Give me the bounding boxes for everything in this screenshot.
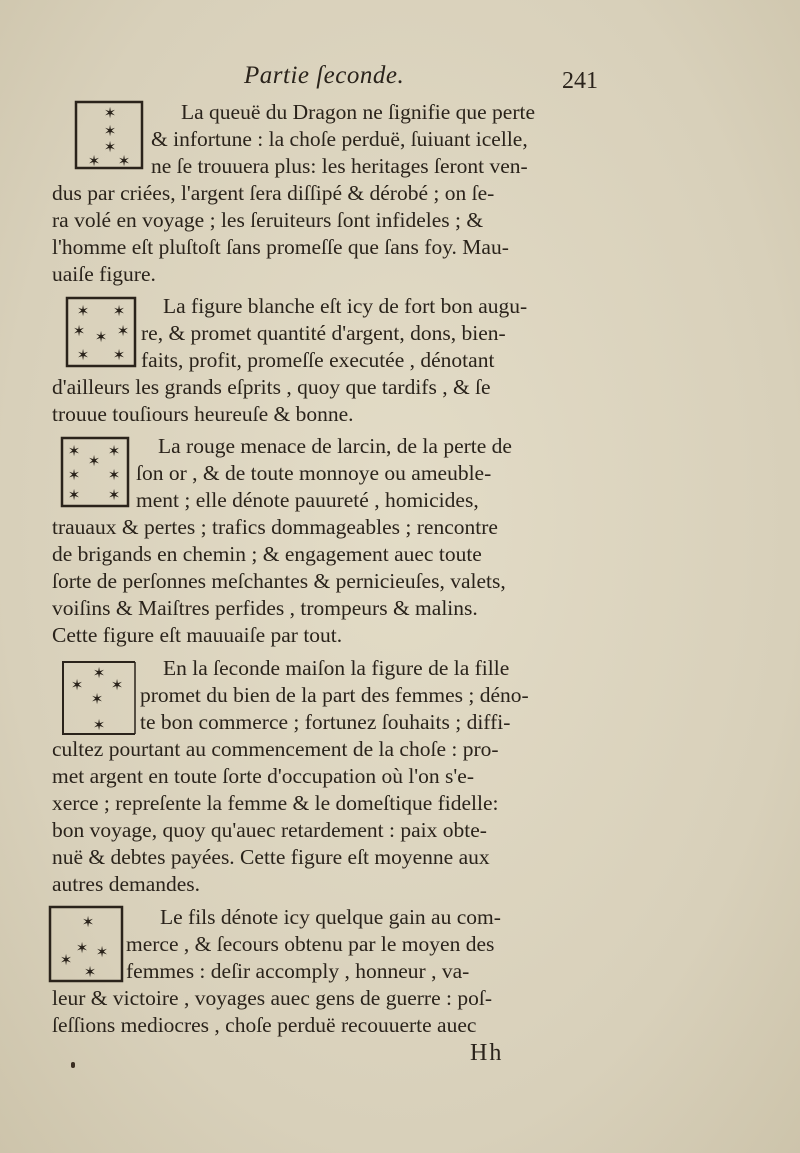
star-icon: ✶ xyxy=(59,951,73,969)
text-line: cultez pourtant au commencement de la choſe : pro- xyxy=(52,737,499,761)
text-line: nuë & debtes payées. Cette figure eſt moyenne aux xyxy=(52,845,490,869)
star-icon: ✶ xyxy=(107,442,121,460)
text-line: te bon commerce ; fortunez ſouhaits ; diffi- xyxy=(140,710,511,734)
text-line: La rouge menace de larcin, de la perte de xyxy=(158,434,512,458)
text-line: ra volé en voyage ; les ſeruiteurs ſont infideles ; & xyxy=(52,208,484,232)
star-icon: ✶ xyxy=(83,963,97,981)
page-header xyxy=(0,62,800,98)
text-line: voiſins & Maiſtres perfides , trompeurs & malins. xyxy=(52,596,478,620)
text-line: ment ; elle dénote pauureté , homicides, xyxy=(136,488,479,512)
star-icon: ✶ xyxy=(87,452,101,470)
text-line: En la ſeconde maiſon la figure de la fille xyxy=(163,656,510,680)
text-line: de brigands en chemin ; & engagement auec toute xyxy=(52,542,482,566)
star-icon: ✶ xyxy=(92,664,106,682)
star-icon: ✶ xyxy=(72,322,86,340)
star-icon: ✶ xyxy=(103,104,117,122)
running-title: Partie ſeconde. xyxy=(244,62,405,89)
text-line: femmes : deſir accomply , honneur , va- xyxy=(126,959,470,983)
star-icon: ✶ xyxy=(110,676,124,694)
star-icon: ✶ xyxy=(112,302,126,320)
star-icon: ✶ xyxy=(87,152,101,170)
signature-mark: Hh xyxy=(470,1040,504,1066)
star-icon: ✶ xyxy=(76,302,90,320)
text-line: dus par criées, l'argent ſera diſſipé & dérobé ; on ſe- xyxy=(52,181,495,205)
star-icon: ✶ xyxy=(92,716,106,734)
star-icon: ✶ xyxy=(70,676,84,694)
text-line: promet du bien de la part des femmes ; déno- xyxy=(140,683,529,707)
text-line: met argent en toute ſorte d'occupation où l'on s'e- xyxy=(52,764,474,788)
text-line: merce , & ſecours obtenu par le moyen des xyxy=(126,932,495,956)
text-line: trouue touſiours heureuſe & bonne. xyxy=(52,402,354,426)
star-icon: ✶ xyxy=(103,138,117,156)
text-line: faits, profit, promeſſe executée , dénotant xyxy=(141,348,495,372)
text-line: d'ailleurs les grands eſprits , quoy que tardifs , & ſe xyxy=(52,375,491,399)
geomantic-figure-puella xyxy=(59,658,139,738)
star-icon: ✶ xyxy=(67,442,81,460)
text-line: l'homme eſt pluſtoſt ſans promeſſe que ſans foy. Mau- xyxy=(52,235,509,259)
star-icon: ✶ xyxy=(76,346,90,364)
text-line: & infortune : la choſe perduë, ſuiuant icelle, xyxy=(151,127,528,151)
ink-speck xyxy=(71,1062,75,1068)
geomantic-figure-albus xyxy=(65,296,139,370)
text-line: Cette figure eſt mauuaiſe par tout. xyxy=(52,623,343,647)
star-icon: ✶ xyxy=(107,486,121,504)
text-line: ſon or , & de toute monnoye ou ameuble- xyxy=(136,461,492,485)
text-line: autres demandes. xyxy=(52,872,201,896)
star-icon: ✶ xyxy=(67,466,81,484)
star-icon: ✶ xyxy=(116,322,130,340)
text-line: bon voyage, quoy qu'auec retardement : paix obte- xyxy=(52,818,487,842)
text-line: Le fils dénote icy quelque gain au com- xyxy=(160,905,501,929)
geomantic-figure-cauda-draconis xyxy=(74,100,146,172)
star-icon: ✶ xyxy=(95,943,109,961)
text-line: xerce ; repreſente la femme & le domeſtique fidelle: xyxy=(52,791,499,815)
text-line: trauaux & pertes ; trafics dommageables ; rencontre xyxy=(52,515,498,539)
page-number: 241 xyxy=(562,68,598,94)
text-line: leur & victoire , voyages auec gens de guerre : poſ- xyxy=(52,986,492,1010)
text-line: ſeſſions mediocres , choſe perduë recouuerte auec xyxy=(52,1013,477,1037)
star-icon: ✶ xyxy=(75,939,89,957)
text-line: La queuë du Dragon ne ſignifie que perte xyxy=(181,100,536,124)
star-icon: ✶ xyxy=(81,913,95,931)
star-icon: ✶ xyxy=(94,328,108,346)
text-line: uaiſe figure. xyxy=(52,262,156,286)
geomantic-figure-puer xyxy=(48,905,126,985)
text-line: ne ſe trouuera plus: les heritages ſeront ven- xyxy=(151,154,528,178)
text-line: re, & promet quantité d'argent, dons, bien- xyxy=(141,321,506,345)
star-icon: ✶ xyxy=(107,466,121,484)
star-icon: ✶ xyxy=(67,486,81,504)
text-line: ſorte de perſonnes meſchantes & pernicieuſes, valets, xyxy=(52,569,506,593)
star-icon: ✶ xyxy=(112,346,126,364)
geomantic-figure-rubeus xyxy=(60,436,132,510)
text-line: La figure blanche eſt icy de fort bon augu- xyxy=(163,294,528,318)
star-icon: ✶ xyxy=(90,690,104,708)
star-icon: ✶ xyxy=(103,122,117,140)
star-icon: ✶ xyxy=(117,152,131,170)
